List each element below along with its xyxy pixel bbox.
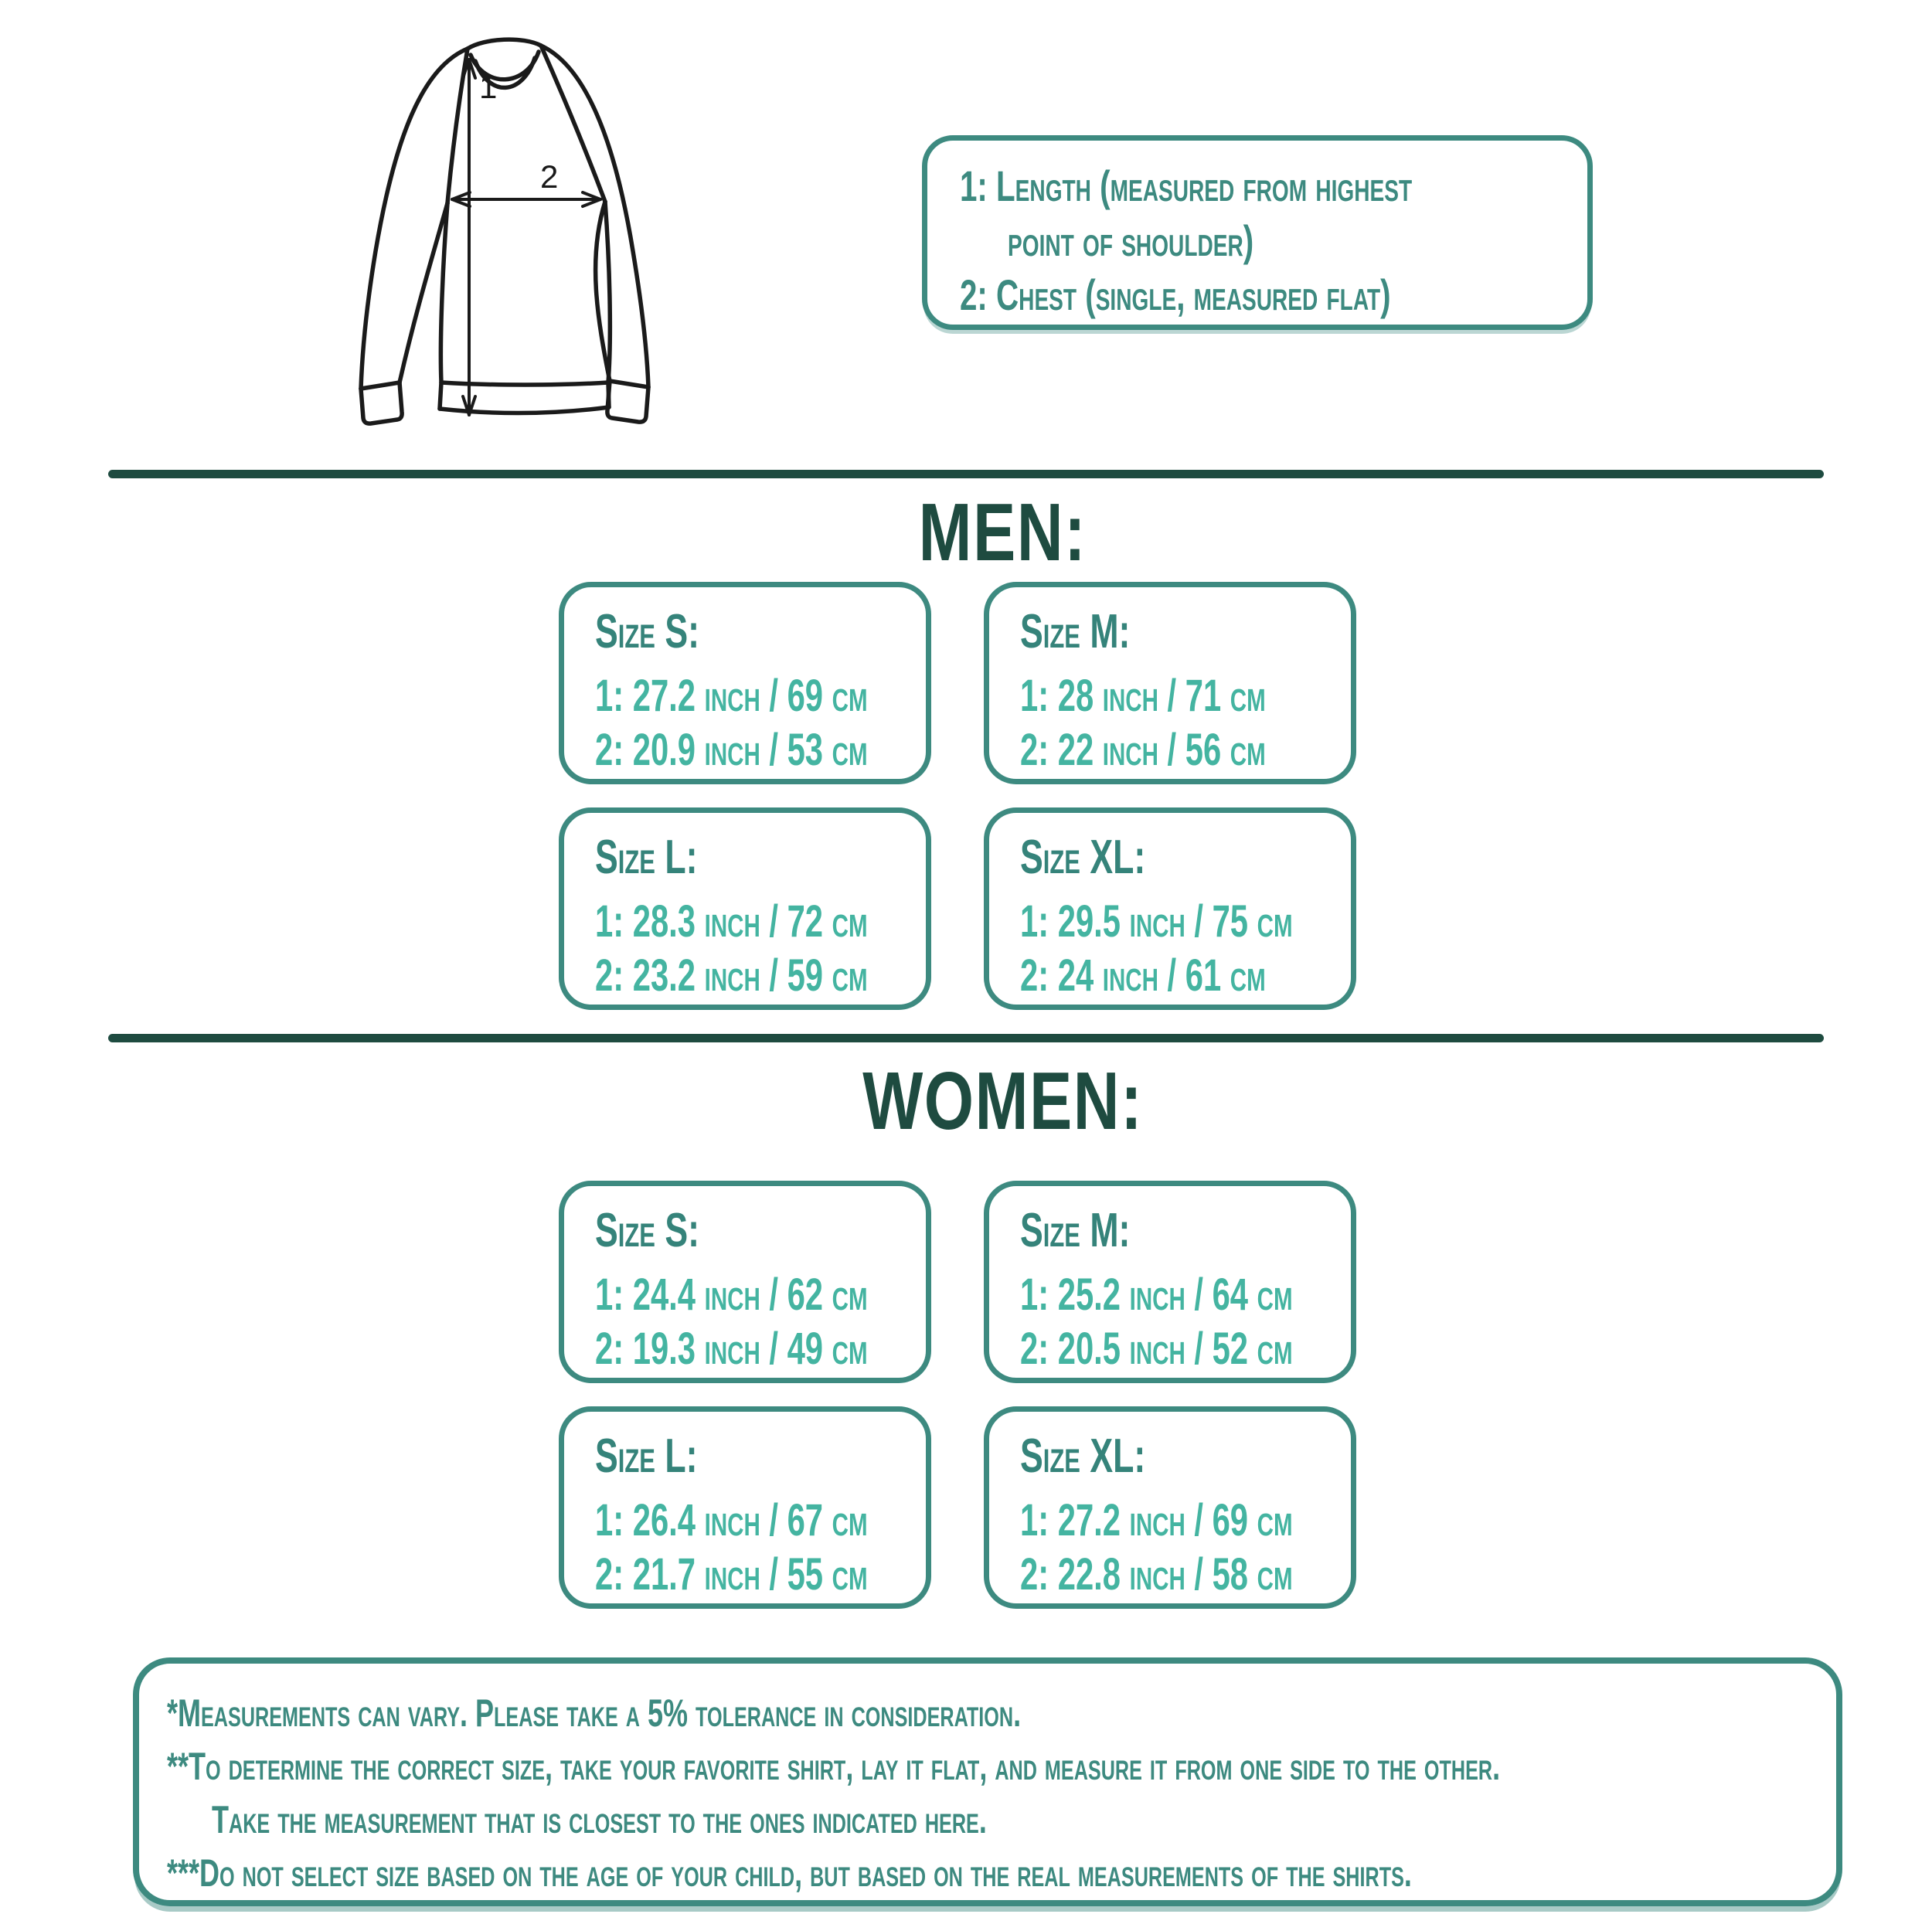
size-box-women-s [559,1181,931,1383]
size-chest-value: 2: 22 inch / 56 cm [1020,724,1266,775]
note-line-child-age: ***Do not select size based on the age of your child, but based on the real measurements of the shirts. [167,1851,1412,1895]
size-length-value: 1: 27.2 inch / 69 cm [1020,1495,1293,1546]
shirt-diagram [352,19,784,437]
size-length-value: 1: 27.2 inch / 69 cm [595,671,868,722]
note-line-tolerance: *Measurements can vary. Please take a 5% tolerance in consideration. [167,1691,1022,1735]
size-box-title: Size XL: [1020,1430,1146,1483]
size-box-women-xl [984,1406,1356,1609]
size-box-men-s [559,582,931,784]
size-length-value: 1: 24.4 inch / 62 cm [595,1270,868,1321]
women-heading: WOMEN: [862,1056,1143,1147]
shirt-outline [361,39,648,423]
notes-box [133,1657,1842,1906]
measurement-label-2: 2 [540,158,559,195]
size-length-value: 1: 29.5 inch / 75 cm [1020,896,1293,947]
note-line-determine-size-cont: Take the measurement that is closest to the ones indicated here. [212,1798,987,1841]
measurement-label-1: 1 [479,69,498,105]
size-box-title: Size L: [595,831,698,884]
size-box-title: Size S: [595,1204,699,1257]
size-length-value: 1: 25.2 inch / 64 cm [1020,1270,1293,1321]
size-box-title: Size L: [595,1430,698,1483]
men-heading: MEN: [918,487,1087,578]
legend-line-length-cont: point of shoulder) [1008,216,1254,265]
note-line-determine-size: **To determine the correct size, take your favorite shirt, lay it flat, and measure it from one side to the other. [167,1745,1501,1788]
size-length-value: 1: 28 inch / 71 cm [1020,671,1266,722]
size-box-title: Size M: [1020,1204,1131,1257]
size-length-value: 1: 26.4 inch / 67 cm [595,1495,868,1546]
legend-line-length: 1: Length (measured from highest [960,161,1413,210]
size-box-women-l [559,1406,931,1609]
women-size-grid [559,1181,1356,1609]
size-chest-value: 2: 20.5 inch / 52 cm [1020,1323,1293,1374]
measurement-arrow-1 [463,59,475,415]
size-chest-value: 2: 23.2 inch / 59 cm [595,950,868,1001]
section-divider-men [108,470,1824,478]
section-divider-women [108,1034,1824,1042]
size-chest-value: 2: 21.7 inch / 55 cm [595,1549,868,1600]
size-chest-value: 2: 20.9 inch / 53 cm [595,724,868,775]
size-box-men-l [559,807,931,1010]
size-box-title: Size S: [595,605,699,658]
size-box-women-m [984,1181,1356,1383]
size-chest-value: 2: 24 inch / 61 cm [1020,950,1266,1001]
men-size-grid [559,582,1356,1010]
legend-box [922,135,1593,330]
legend-line-chest: 2: Chest (single, measured flat) [960,270,1391,320]
size-box-men-m [984,582,1356,784]
size-length-value: 1: 28.3 inch / 72 cm [595,896,868,947]
measurement-arrow-2 [452,192,600,206]
size-box-men-xl [984,807,1356,1010]
size-chest-value: 2: 19.3 inch / 49 cm [595,1323,868,1374]
size-box-title: Size XL: [1020,831,1146,884]
size-box-title: Size M: [1020,605,1131,658]
size-chest-value: 2: 22.8 inch / 58 cm [1020,1549,1293,1600]
